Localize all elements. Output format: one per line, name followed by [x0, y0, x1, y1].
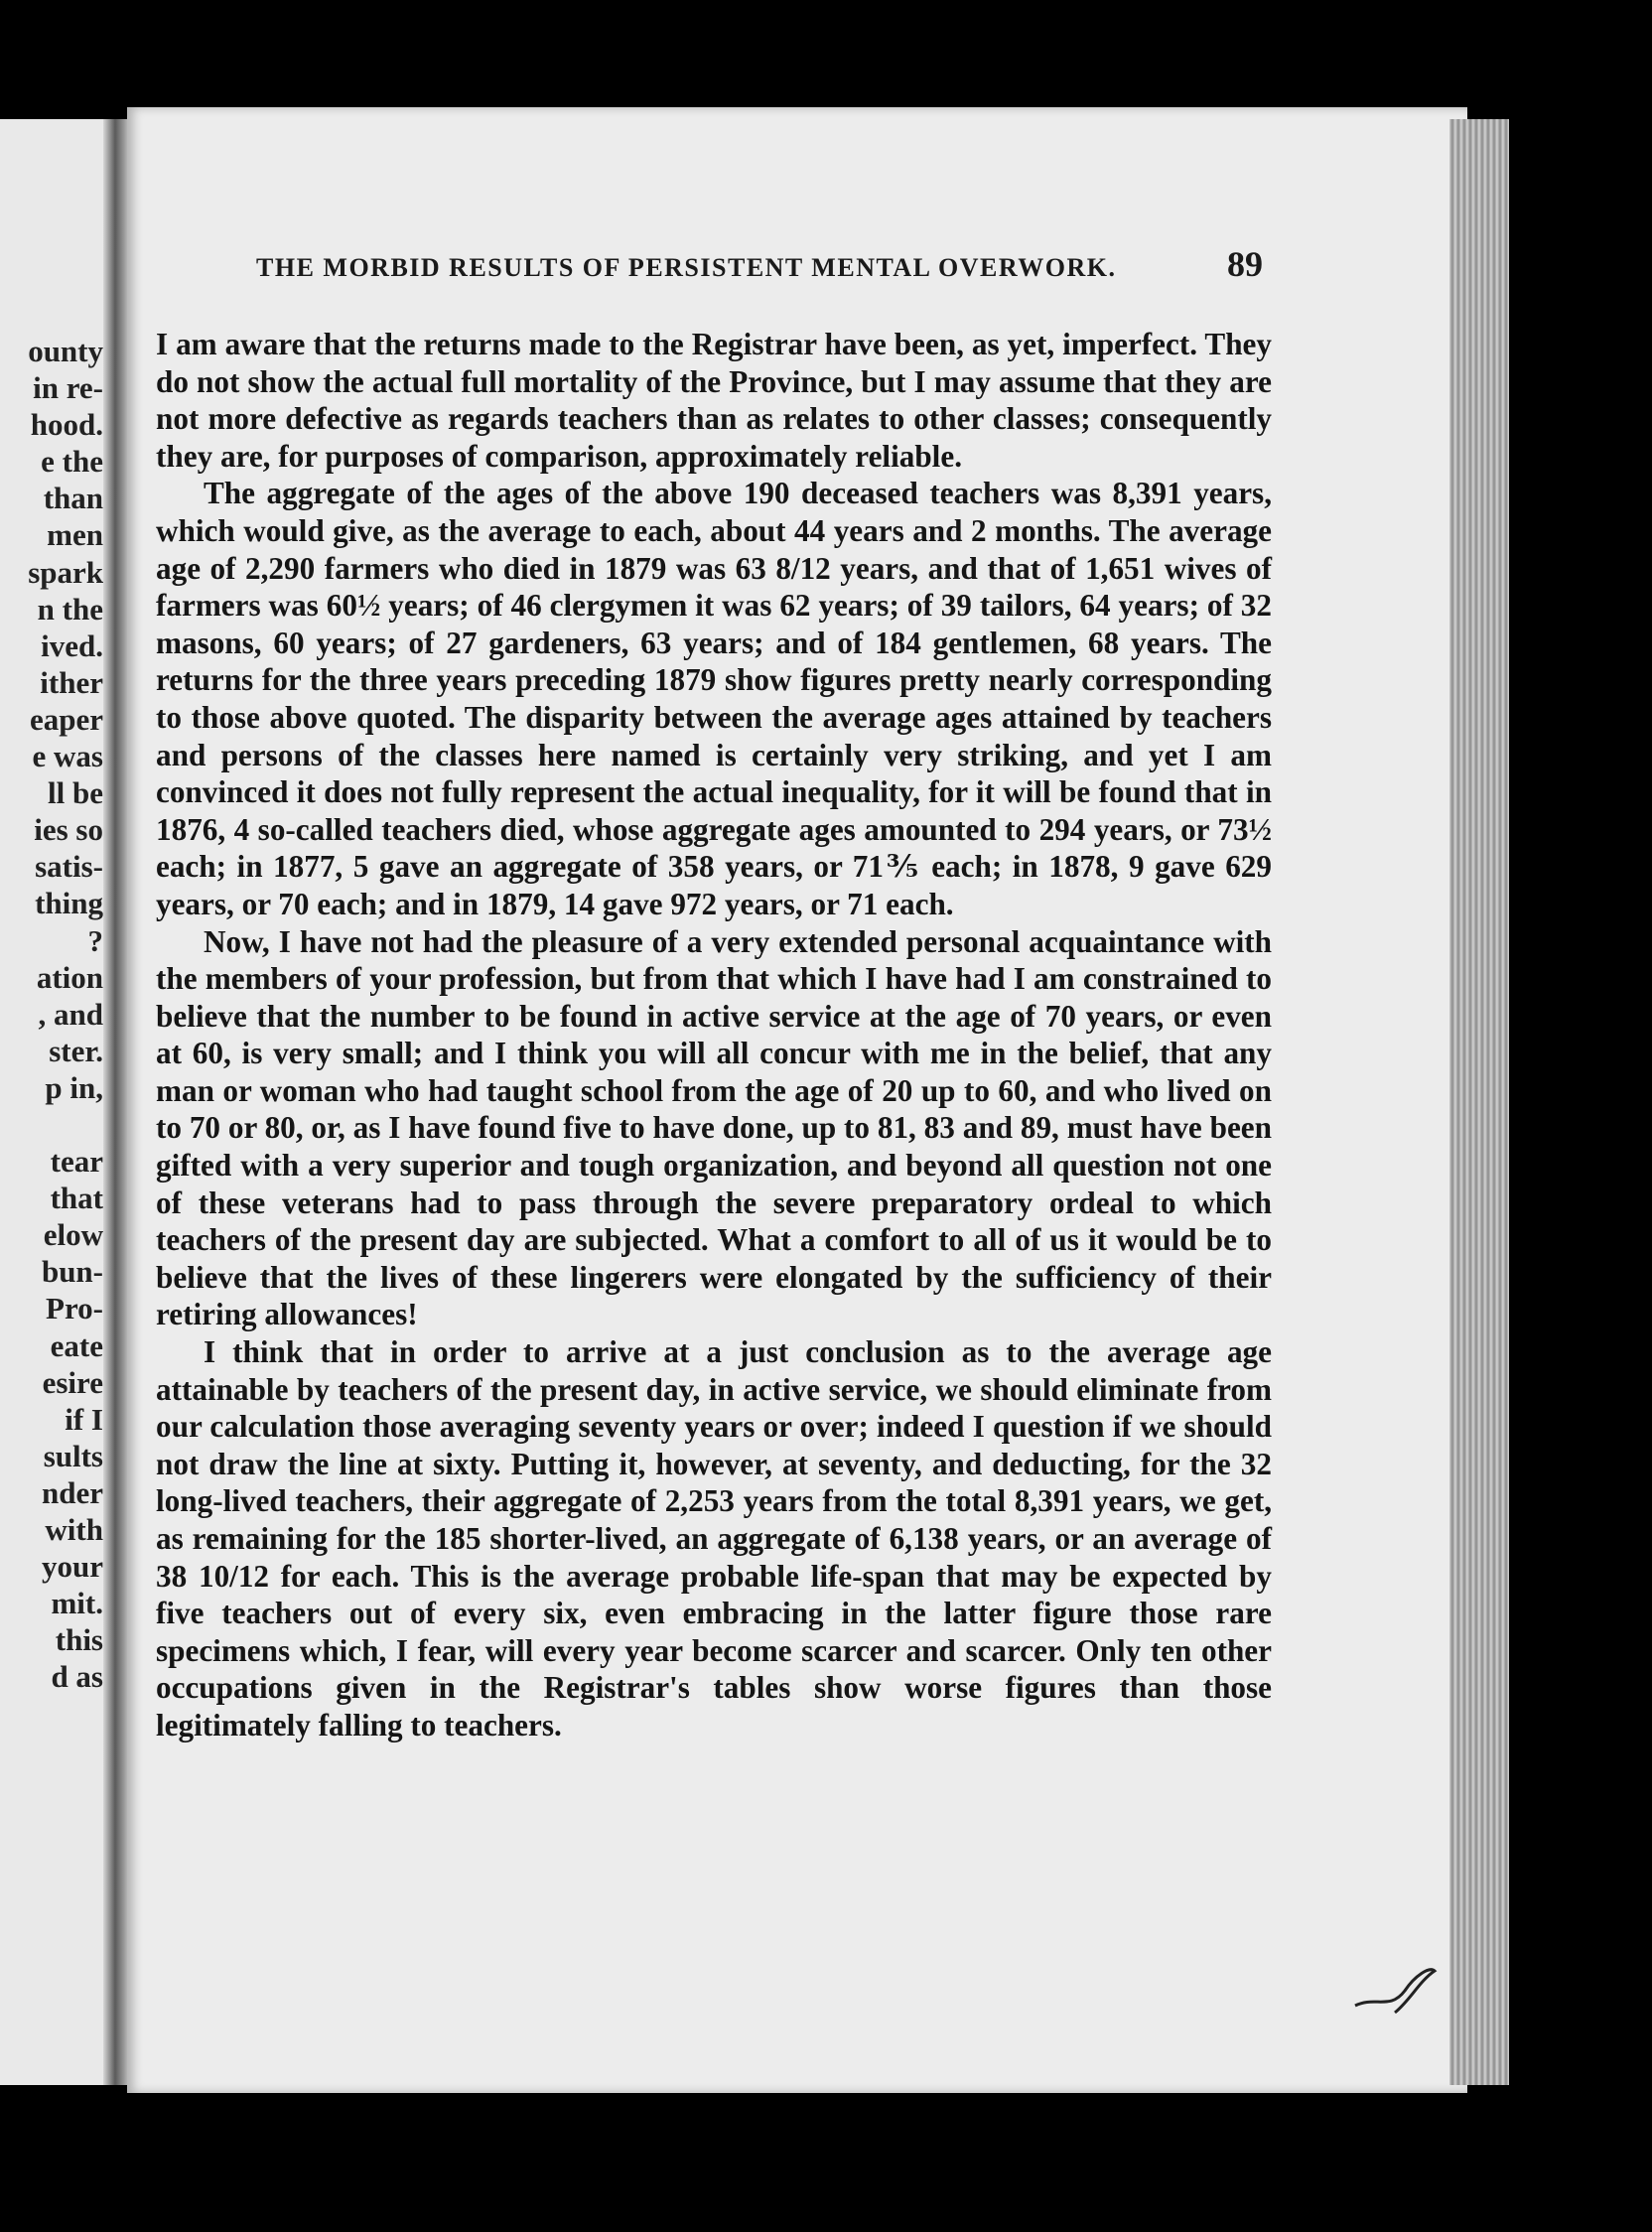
left-page-fragment: nder	[42, 1474, 103, 1510]
left-page-fragment: your	[42, 1549, 103, 1585]
left-page-fragment: mit.	[51, 1586, 103, 1621]
page-edges	[1449, 119, 1509, 2085]
left-page-fragment: satis-	[35, 849, 103, 885]
left-page-fragment: e the	[41, 444, 103, 480]
left-page-fragment: , and	[38, 996, 103, 1032]
paragraph-2: The aggregate of the ages of the above 190 deceased teachers was 8,391 years, which would give, as the average to each, about 44 years and 2 months. The average age of 2,290 farmers who died in 1879 was 63 8/12 years, and that of 1,651 wives of farmers was 60½ years; of 46 clergymen it was 62 years; of 39 tailors, 64 years; of 32 masons, 60 years; of 27 gardeners, 63 years; and of 184 gentlemen, 68 years. The returns for the three years preceding 1879 show figures pretty nearly corresponding to those above quoted. The disparity between the average ages attained by teachers and persons of the classes here named is certainly very striking, and yet I am convinced it does not fully represent the actual inequality, for it will be found that in 1876, 4 so-called teachers died, whose aggregate ages amounted to 294 years, or 73½ each; in 1877, 5 gave an aggregate of 358 years, or 71⅗ each; in 1878, 9 gave 629 years, or 70 each; and in 1879, 14 gave 972 years, or 71 each.	[156, 476, 1272, 921]
left-facing-page	[0, 119, 111, 2085]
page-number: 89	[1227, 244, 1263, 284]
left-page-fragment: elow	[43, 1217, 103, 1253]
paragraph-4: I think that in order to arrive at a just conclusion as to the average age attainable by teachers of the present day, in active service, we should eliminate from our calculation those averaging seventy years or over; indeed I question if we should not draw the line at sixty. Putting it, however, at seventy, and deducting, for the 32 long-lived teachers, their aggregate of 2,253 years from the total 8,391 years, we get, as remaining for the 185 shorter-lived, an aggregate of 6,138 years, or an average of 38 10/12 for each. This is the average probable life-span that may be expected by five teachers out of every six, even embracing in the latter figure those rare specimens which, I fear, will every year become scarcer and scarcer. Only ten other occupations given in the Registrar's tables show worse figures than those legitimately falling to teachers.	[156, 1334, 1272, 1743]
left-page-fragment: ?	[87, 922, 103, 958]
left-page-fragment: esire	[42, 1364, 103, 1400]
left-page-fragment: ll be	[48, 775, 103, 811]
left-page-fragment: hood.	[30, 407, 103, 443]
left-page-fragment: ies so	[34, 812, 103, 848]
left-page-fragment	[0, 1106, 103, 1143]
left-page-fragment: p in,	[45, 1069, 103, 1105]
paragraph-1: I am aware that the returns made to the Registrar have been, as yet, imperfect. They do not show the actual full mortality of the Province, but I may assume that they are not more defective as regards teachers than as relates to other classes; consequently they are, for purposes of comparison, approximately reliable.	[156, 327, 1272, 474]
running-title: THE MORBID RESULTS OF PERSISTENT MENTAL OVERWORK.	[256, 253, 1117, 282]
left-page-fragment: ation	[36, 959, 103, 995]
left-page-fragment: eaper	[29, 701, 103, 737]
left-page-fragment: ster.	[49, 1033, 103, 1068]
left-page-fragment: spark	[28, 554, 103, 590]
left-page-fragment: this	[55, 1622, 103, 1658]
left-page-fragment: eate	[50, 1327, 103, 1363]
left-page-fragment: that	[50, 1181, 103, 1216]
left-page-fragment: d as	[51, 1659, 103, 1695]
left-page-fragment: sults	[43, 1438, 103, 1473]
left-page-fragment: ived.	[41, 628, 103, 663]
left-page-fragment: tear	[50, 1144, 103, 1180]
body-text	[156, 326, 1272, 1744]
left-page-fragment: ither	[40, 664, 103, 700]
paragraph-3: Now, I have not had the pleasure of a very extended personal acquaintance with the members of your profession, but from that which I have had I am constrained to believe that the number to be found in active service at the age of 70 years, or even at 60, is very small; and I think you will all concur with me in the belief, that any man or woman who had taught school from the age of 20 up to 60, and who lived on to 70 or 80, or, as I have found five to have done, up to 81, 83 and 89, must have been gifted with a very superior and tough organization, and beyond all question not one of these veterans had to pass through the severe preparatory ordeal to which teachers of the present day are subjected. What a comfort to all of us it would be to believe that the lives of these lingerers were elongated by the sufficiency of their retiring allowances!	[156, 923, 1272, 1332]
pencil-mark	[1350, 1961, 1440, 2021]
left-page-fragment: than	[43, 481, 103, 516]
left-page-fragment: men	[47, 517, 103, 553]
left-page-text-fragments	[0, 333, 103, 1695]
left-page-fragment: with	[45, 1512, 103, 1547]
left-page-fragment: n the	[37, 591, 103, 627]
left-page-fragment: if I	[65, 1401, 103, 1437]
left-page-fragment: in re-	[33, 370, 103, 406]
left-page-fragment: e was	[32, 739, 103, 774]
left-page-fragment: ounty	[28, 334, 103, 368]
left-page-fragment: Pro-	[46, 1291, 103, 1326]
left-page-fragment: thing	[35, 886, 103, 921]
left-page-fragment: bun-	[41, 1254, 103, 1290]
